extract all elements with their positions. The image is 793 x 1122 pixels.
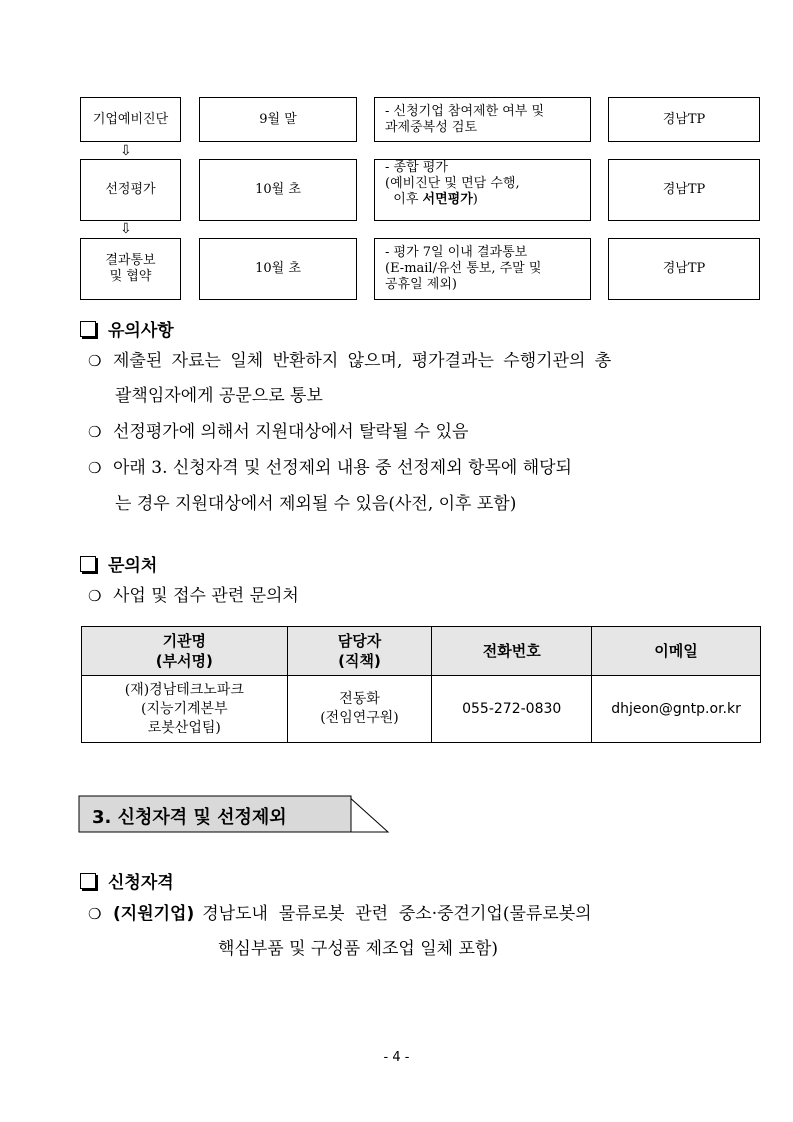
eligibility-item: [88, 904, 592, 924]
down-arrow-icon: ⇩: [120, 143, 132, 159]
down-arrow-icon: ⇩: [120, 221, 132, 237]
table-row: [82, 676, 761, 743]
bullet-circle-icon: ❍: [88, 423, 102, 441]
eligibility-title-text: 신청자격: [108, 873, 174, 893]
flow-desc-text: 이후: [385, 192, 423, 207]
table-cell-org: (재)경남테크노파크 (지능기계본부 로봇산업팀): [82, 676, 288, 743]
table-header-cell: 전화번호: [432, 627, 592, 676]
flow-org-box: 경남TP: [608, 238, 760, 300]
bullet-circle-icon: ❍: [88, 905, 102, 923]
contact-section-title: [80, 551, 157, 576]
flow-org-box: 경남TP: [608, 159, 760, 221]
table-cell-person: 전동화 (전임연구원): [287, 676, 432, 743]
flow-desc-line: (예비진단 및 면담 수행,: [385, 176, 520, 191]
eligibility-item-label: (지원기업): [113, 904, 195, 924]
bullet-circle-icon: ❍: [88, 352, 102, 370]
checkbox-square-icon: [80, 321, 96, 337]
contact-table: [81, 626, 761, 743]
checkbox-square-icon: [80, 556, 96, 572]
eligibility-item-text: 경남도내 물류로봇 관련 중소·중견기업(물류로봇의: [202, 904, 592, 924]
notice-item-text: 아래 3. 신청자격 및 선정제외 내용 중 선정제외 항목에 해당되: [113, 458, 572, 478]
flow-step-box: 선정평가: [80, 159, 181, 221]
flow-desc-box: - 평가 7일 이내 결과통보 (E-mail/유선 통보, 주말 및 공휴일 제외): [374, 238, 591, 300]
notice-item-continuation: 괄책임자에게 공문으로 통보: [115, 386, 323, 406]
contact-intro-text: 사업 및 접수 관련 문의처: [113, 586, 299, 606]
contact-intro: [88, 586, 299, 606]
notice-item-text: 선정평가에 의해서 지원대상에서 탈락될 수 있음: [113, 422, 469, 442]
notice-item-text: 제출된 자료는 일체 반환하지 않으며, 평가결과는 수행기관의 총: [113, 351, 612, 371]
notice-item: [88, 351, 611, 371]
flow-desc-tail: ): [472, 192, 478, 207]
notice-item-continuation: 는 경우 지원대상에서 제외될 수 있음(사전, 이후 포함): [115, 494, 517, 514]
flow-desc-line: [385, 192, 478, 208]
flow-org-box: 경남TP: [608, 97, 760, 142]
table-cell-email: dhjeon@gntp.or.kr: [592, 676, 761, 743]
flow-date-box: 10월 초: [199, 159, 357, 221]
checkbox-square-icon: [80, 873, 96, 889]
bullet-circle-icon: ❍: [88, 587, 102, 605]
table-header-cell: 이메일: [592, 627, 761, 676]
flow-desc-bold: 서면평가: [422, 192, 473, 207]
table-header-cell: 담당자 (직책): [287, 627, 432, 676]
notice-item: [88, 458, 572, 478]
notice-section-title: [80, 316, 174, 341]
table-cell-phone: 055-272-0830: [432, 676, 592, 743]
table-header-cell: 기관명 (부서명): [82, 627, 288, 676]
table-header-row: [82, 627, 761, 676]
contact-title-text: 문의처: [108, 556, 158, 576]
section-heading-text: 3. 신청자격 및 선정제외: [92, 807, 287, 828]
flow-desc-box: - 신청기업 참여제한 여부 및 과제중복성 검토: [374, 97, 591, 142]
notice-title-text: 유의사항: [108, 321, 174, 341]
flow-desc-line: - 종합 평가: [385, 160, 448, 175]
eligibility-section-title: [80, 868, 174, 893]
eligibility-item-continuation: 핵심부품 및 구성품 제조업 일체 포함): [218, 939, 498, 959]
flow-step-box: 기업예비진단: [80, 97, 181, 142]
notice-item: [88, 422, 468, 442]
bullet-circle-icon: ❍: [88, 459, 102, 477]
flow-date-box: 9월 말: [199, 97, 357, 142]
page-number: - 4 -: [383, 1050, 410, 1065]
flow-desc-box: [374, 159, 591, 221]
flow-step-box: 결과통보 및 협약: [80, 238, 181, 300]
flow-date-box: 10월 초: [199, 238, 357, 300]
